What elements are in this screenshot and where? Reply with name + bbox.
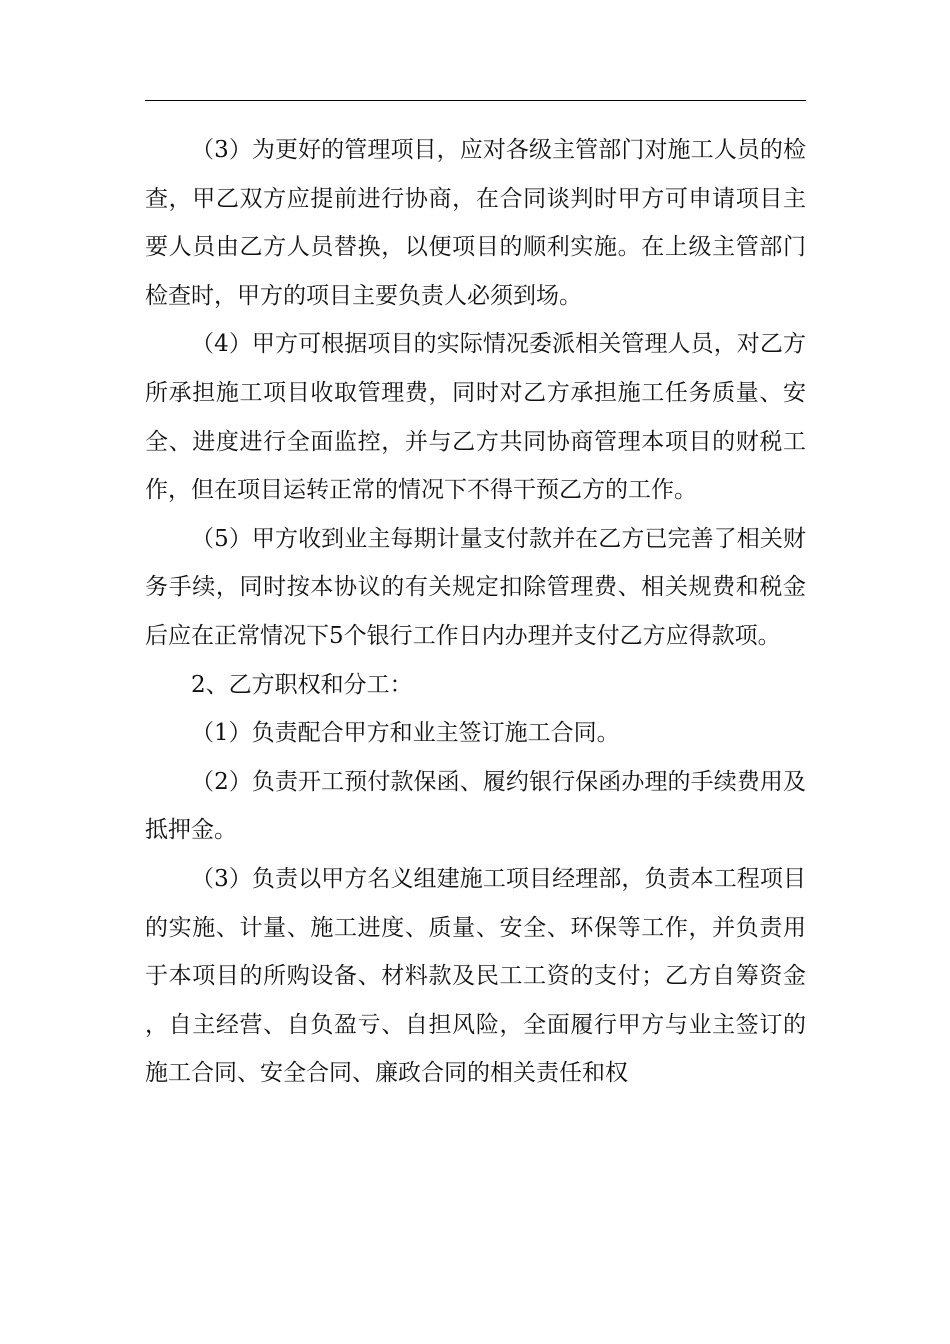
section-heading-party-b: 2、乙方职权和分工： bbox=[191, 671, 413, 698]
paragraph-party-b-1: （1）负责配合甲方和业主签订施工合同。 bbox=[191, 720, 620, 747]
document-body bbox=[145, 126, 806, 1098]
paragraph-party-a-4: （4）甲方可根据项目的实际情况委派相关管理人员，对乙方所承担施工项目收取管理费，同时对乙方承担施工任务质量、安全、进度进行全面监控，并与乙方共同协商管理本项目的财税工作，但在项目运转正常的情况下不得干预乙方的工作。 bbox=[145, 331, 806, 504]
paragraph-party-b-3: （3）负责以甲方名义组建施工项目经理部，负责本工程项目的实施、计量、施工进度、质量、安全、环保等工作，并负责用于本项目的所购设备、材料款及民工工资的支付；乙方自筹资金，自主经营、自负盈亏、自担风险，全面履行甲方与业主签订的施工合同、安全合同、廉政合同的相关责任和权 bbox=[145, 865, 806, 1087]
paragraph-party-b-2: （2）负责开工预付款保函、履约银行保函办理的手续费用及抵押金。 bbox=[145, 768, 806, 844]
header-rule bbox=[145, 100, 806, 101]
paragraph-party-a-3: （3）为更好的管理项目，应对各级主管部门对施工人员的检查，甲乙双方应提前进行协商，在合同谈判时甲方可申请项目主要人员由乙方人员替换，以便项目的顺利实施。在上级主管部门检查时，甲方的项目主要负责人必须到场。 bbox=[145, 137, 806, 309]
paragraph-party-a-5: （5）甲方收到业主每期计量支付款并在乙方已完善了相关财务手续，同时按本协议的有关规定扣除管理费、相关规费和税金后应在正常情况下5个银行工作日内办理并支付乙方应得款项。 bbox=[145, 525, 806, 649]
